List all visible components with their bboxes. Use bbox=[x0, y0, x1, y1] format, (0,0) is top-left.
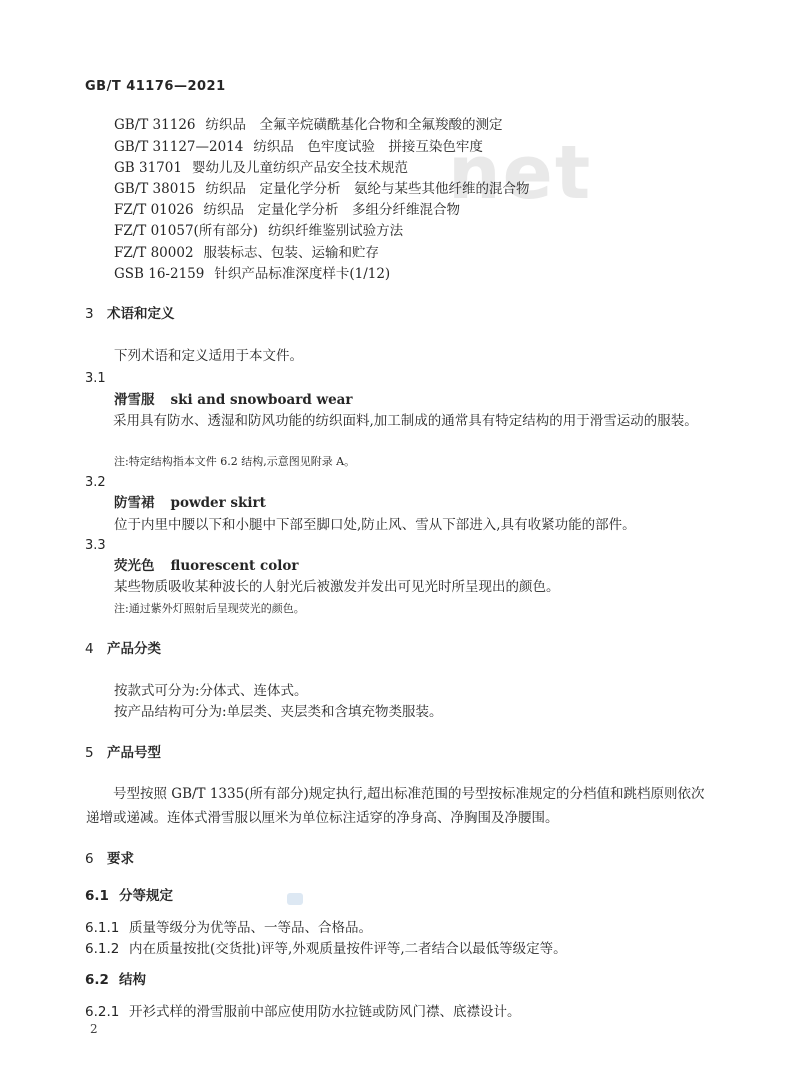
clause-text: 开衫式样的滑雪服前中部应使用防水拉链或防风门襟、底襟设计。 bbox=[129, 1004, 521, 1020]
section-title: 产品号型 bbox=[107, 745, 161, 761]
term-number: 3.1 bbox=[85, 371, 106, 386]
subsection-title: 结构 bbox=[119, 972, 146, 988]
subsection-heading bbox=[85, 887, 173, 905]
clause-text: 质量等级分为优等品、一等品、合格品。 bbox=[129, 920, 372, 936]
section-heading bbox=[85, 305, 175, 323]
subsection-title: 分等规定 bbox=[119, 888, 173, 904]
reference-title: 婴幼儿及儿童纺织产品安全技术规范 bbox=[191, 160, 408, 176]
classification-line: 按产品结构可分为:单层类、夹层类和含填充物类服装。 bbox=[114, 704, 443, 720]
reference-item bbox=[114, 116, 503, 134]
reference-title: 纺织品 色牢度试验 拼接互染色牢度 bbox=[253, 139, 483, 155]
term-definition: 位于内里中腰以下和小腿中下部至脚口处,防止风、雪从下部进入,具有收紧功能的部件。 bbox=[114, 517, 636, 533]
subsection-heading bbox=[85, 971, 146, 989]
reference-code: GB/T 38015 bbox=[114, 181, 196, 197]
section-paragraph: 号型按照 GB/T 1335(所有部分)规定执行,超出标准范围的号型按标准规定的分档值和跳档原则依次递增或递减。连体式滑雪服以厘米为单位标注适穿的净身高、净胸围及净腰围。 bbox=[86, 786, 705, 826]
watermark: net bbox=[448, 130, 593, 216]
term-number: 3.2 bbox=[85, 475, 106, 490]
section-title: 要求 bbox=[107, 851, 134, 867]
reference-title: 纺织纤维鉴别试验方法 bbox=[268, 223, 404, 239]
section-number: 5 bbox=[85, 745, 94, 761]
clause-number: 6.1.2 bbox=[85, 941, 120, 957]
subsection-number: 6.1 bbox=[85, 888, 109, 904]
reference-code: FZ/T 01026 bbox=[114, 202, 194, 218]
section-number: 6 bbox=[85, 851, 94, 867]
section-heading bbox=[85, 850, 134, 868]
page-number: 2 bbox=[90, 1022, 98, 1036]
reference-code: GB/T 31127—2014 bbox=[114, 139, 244, 155]
section-number: 4 bbox=[85, 641, 94, 657]
reference-title: 纺织品 定量化学分析 氨纶与某些其他纤维的混合物 bbox=[205, 181, 530, 197]
section-heading bbox=[85, 744, 161, 762]
reference-item bbox=[114, 138, 483, 156]
standard-number: GB/T 41176—2021 bbox=[85, 79, 226, 94]
stamp-mark bbox=[287, 893, 303, 905]
term-definition: 采用具有防水、透湿和防风功能的纺织面料,加工制成的通常具有特定结构的用于滑雪运动的服装。 bbox=[113, 413, 698, 429]
subsection-number: 6.2 bbox=[85, 972, 109, 988]
reference-code: FZ/T 80002 bbox=[114, 245, 194, 261]
section-number: 3 bbox=[85, 306, 94, 322]
clause-number: 6.2.1 bbox=[85, 1004, 120, 1020]
term-english: fluorescent color bbox=[170, 558, 299, 574]
term-chinese: 荧光色 bbox=[114, 558, 155, 574]
term-english: powder skirt bbox=[170, 495, 266, 511]
clause-item bbox=[85, 919, 372, 937]
reference-title: 针织产品标准深度样卡(1/12) bbox=[214, 266, 391, 282]
clause-item bbox=[85, 940, 567, 958]
reference-item bbox=[114, 159, 408, 177]
clause-number: 6.1.1 bbox=[85, 920, 120, 936]
clause-text: 内在质量按批(交货批)评等,外观质量按件评等,二者结合以最低等级定等。 bbox=[129, 941, 567, 957]
reference-code: GB/T 31126 bbox=[114, 117, 196, 133]
term-number: 3.3 bbox=[85, 538, 106, 553]
reference-title: 服装标志、包装、运输和贮存 bbox=[203, 245, 380, 261]
reference-item bbox=[114, 222, 403, 240]
reference-item bbox=[114, 201, 460, 219]
reference-title: 纺织品 全氟辛烷磺酰基化合物和全氟羧酸的测定 bbox=[205, 117, 503, 133]
term-entry bbox=[114, 391, 353, 409]
section-heading bbox=[85, 640, 161, 658]
section-intro: 下列术语和定义适用于本文件。 bbox=[114, 348, 303, 364]
term-note: 注:通过紫外灯照射后呈现荧光的颜色。 bbox=[114, 602, 305, 615]
reference-item bbox=[114, 265, 390, 283]
term-entry bbox=[114, 557, 298, 575]
reference-item bbox=[114, 180, 530, 198]
classification-line: 按款式可分为:分体式、连体式。 bbox=[114, 683, 308, 699]
reference-title: 纺织品 定量化学分析 多组分纤维混合物 bbox=[203, 202, 461, 218]
reference-item bbox=[114, 244, 379, 262]
clause-item bbox=[85, 1003, 521, 1021]
term-entry bbox=[114, 494, 266, 512]
term-definition: 某些物质吸收某种波长的人射光后被激发并发出可见光时所呈现出的颜色。 bbox=[114, 579, 560, 595]
reference-code: GB 31701 bbox=[114, 160, 182, 176]
term-note: 注:特定结构指本文件 6.2 结构,示意图见附录 A。 bbox=[114, 455, 356, 468]
section-title: 产品分类 bbox=[107, 641, 161, 657]
reference-code: GSB 16-2159 bbox=[114, 266, 205, 282]
term-english: ski and snowboard wear bbox=[170, 392, 353, 408]
section-title: 术语和定义 bbox=[107, 306, 175, 322]
term-chinese: 滑雪服 bbox=[114, 392, 155, 408]
reference-code: FZ/T 01057(所有部分) bbox=[114, 223, 259, 239]
term-chinese: 防雪裙 bbox=[114, 495, 155, 511]
